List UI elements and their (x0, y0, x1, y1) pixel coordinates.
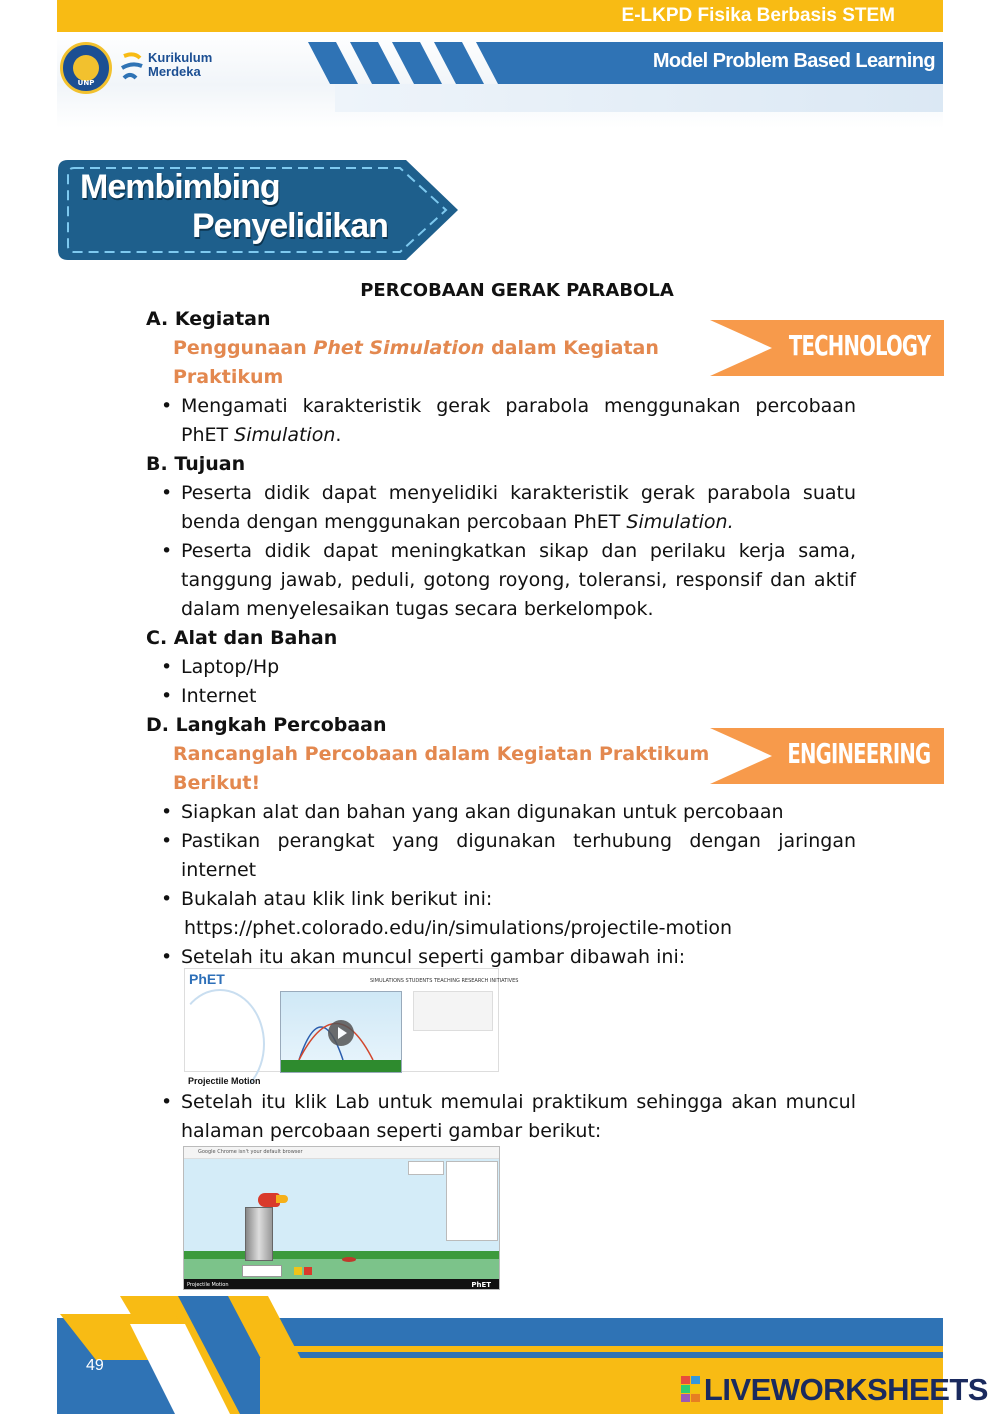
unp-logo: UNP (60, 42, 112, 94)
header-blue-shadow (335, 84, 943, 112)
phet-logo: PhET (189, 971, 225, 987)
kurikulum-merdeka-logo-text: Kurikulum Merdeka (148, 50, 213, 79)
section-c-heading: C. Alat dan Bahan (146, 627, 338, 649)
list-item: • Peserta didik dapat menyelidiki karakteristik gerak parabola suatu benda dengan menggunakan percobaan PhET Simulation. (181, 479, 856, 537)
list-item: • Bukalah atau klik link berikut ini: https://phet.colorado.edu/in/simulations/projectile-motion (181, 885, 856, 943)
speed-control (242, 1265, 282, 1277)
screenshot-caption: Projectile Motion (188, 1076, 261, 1086)
list-item: • Setelah itu akan muncul seperti gambar dibawah ini: (181, 943, 856, 972)
section-a-subheading: Penggunaan Phet Simulation dalam Kegiatan (173, 337, 659, 359)
list-item: • Siapkan alat dan bahan yang akan digunakan untuk percobaan (181, 798, 856, 827)
technology-tag: TECHNOLOGY (710, 320, 944, 376)
page-title: PERCOBAAN GERAK PARABOLA (360, 280, 674, 301)
kurikulum-merdeka-logo-icon (120, 52, 144, 82)
flame-icon (276, 1195, 288, 1203)
section-d-heading: D. Langkah Percobaan (146, 714, 387, 736)
banner-title-line2: Penyelidikan (192, 207, 388, 245)
list-item: • Laptop/Hp (181, 653, 856, 682)
liveworksheets-icon (681, 1376, 701, 1402)
page-number: 49 (86, 1357, 104, 1374)
liveworksheets-logo: LIVEWORKSHEETS (681, 1372, 988, 1408)
header-stripes (300, 42, 550, 84)
list-item: • Setelah itu klik Lab untuk memulai praktikum sehingga akan muncul halaman percobaan seperti gambar berikut: (181, 1088, 856, 1146)
header-model: Model Problem Based Learning (652, 50, 935, 72)
section-d-subheading-line2: Berikut! (173, 772, 261, 794)
list-item: • Internet (181, 682, 856, 711)
header-title: E-LKPD Fisika Berbasis STEM (621, 5, 895, 26)
section-a-heading: A. Kegiatan (146, 308, 271, 330)
phet-homepage-screenshot (184, 968, 519, 1072)
lab-settings-panel (446, 1161, 498, 1241)
phet-nav: SIMULATIONS STUDENTS TEACHING RESEARCH INITIATIVES (370, 978, 519, 984)
engineering-tag: ENGINEERING (710, 728, 944, 784)
section-b-heading: B. Tujuan (146, 453, 246, 475)
navigation-bar: Projectile Motion PhET (184, 1279, 499, 1289)
phet-link[interactable]: https://phet.colorado.edu/in/simulations/projectile-motion (184, 917, 733, 939)
fire-button-icon (294, 1267, 314, 1275)
list-item: • Mengamati karakteristik gerak parabola menggunakan percobaan PhET Simulation. (181, 392, 856, 450)
simulation-thumbnail (280, 991, 402, 1073)
banner-title-line1: Membimbing (80, 168, 280, 206)
section-d-subheading: Rancanglah Percobaan dalam Kegiatan Praktikum (173, 743, 710, 765)
target-icon (342, 1257, 356, 1262)
side-panel (413, 991, 493, 1031)
cannon-tower (245, 1207, 273, 1261)
phet-lab-screenshot (183, 1146, 500, 1290)
section-a-subheading-line2: Praktikum (173, 366, 284, 388)
list-item: • Peserta didik dapat meningkatkan sikap dan perilaku kerja sama, tanggung jawab, peduli, gotong royong, toleransi, responsif dan aktif dalam menyelesaikan tugas secara berkelompok. (181, 537, 856, 624)
list-item: • Pastikan perangkat yang digunakan terhubung dengan jaringan internet (181, 827, 856, 885)
play-icon[interactable] (328, 1020, 354, 1046)
lab-tools-panel (408, 1161, 444, 1175)
browser-notice: Google Chrome isn't your default browser (184, 1147, 499, 1159)
